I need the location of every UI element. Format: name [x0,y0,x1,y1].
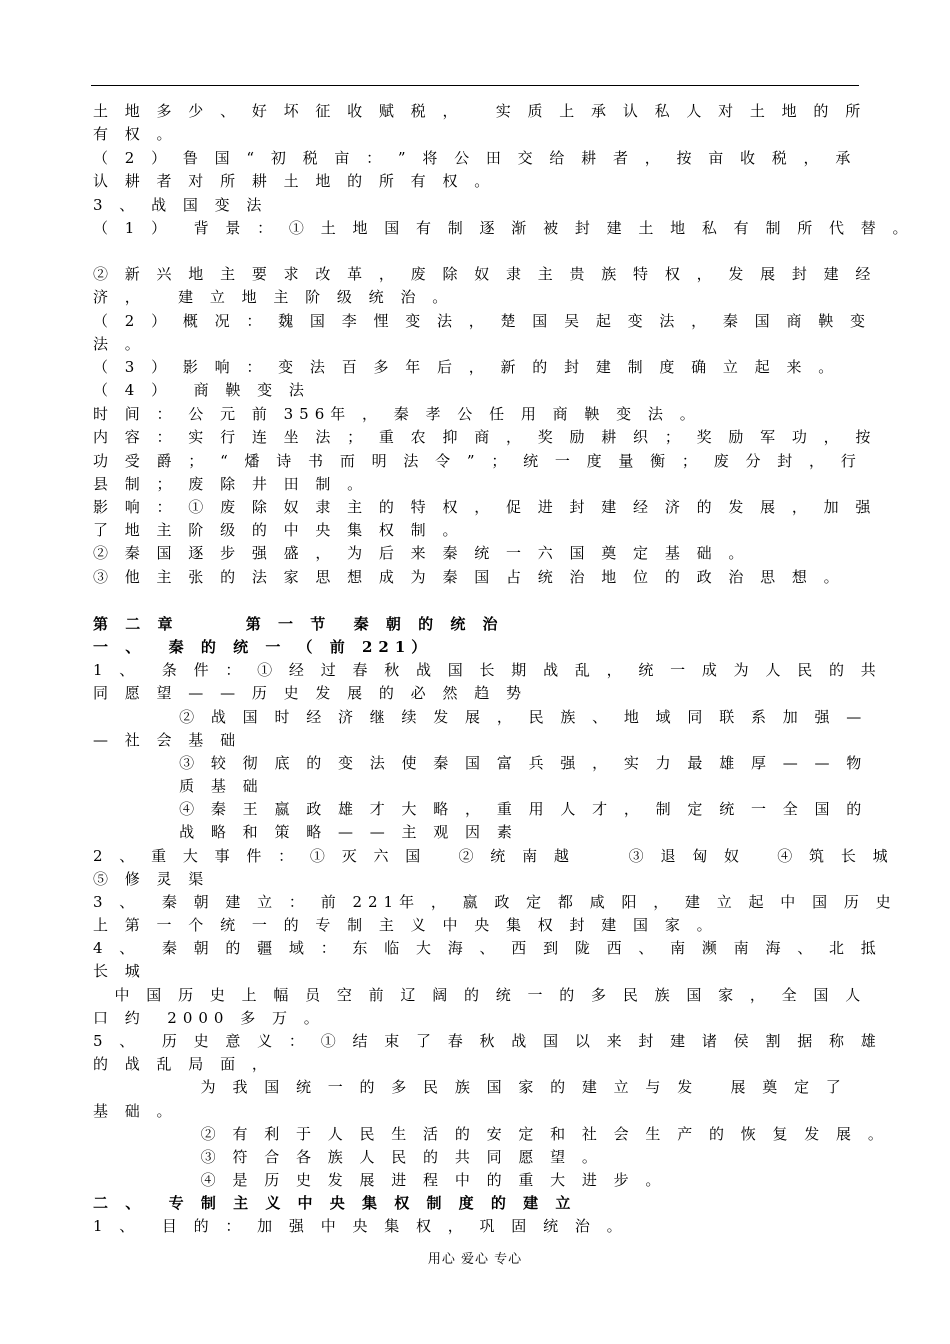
text-line: （ 2 ） 概 况 ： 魏 国 李 悝 变 法 ， 楚 国 吴 起 变 法 ， 秦 国 商 鞅 变 [93,312,871,330]
text-line: 中 国 历 史 上 幅 员 空 前 辽 阔 的 统 一 的 多 民 族 国 家 ， 全 国 人 [93,986,867,1004]
text-line: ② 秦 国 逐 步 强 盛 ， 为 后 来 秦 统 一 六 国 奠 定 基 础 。 [93,544,750,562]
text-line: 口 约 2000 多 万 。 [93,1009,325,1027]
text-line: ② 战 国 时 经 济 继 续 发 展 ， 民 族 、 地 域 同 联 系 加 强 — [93,708,868,726]
text-line: 时 间 ： 公 元 前 356年 ， 秦 孝 公 任 用 商 鞅 变 法 。 [93,405,701,423]
top-rule [91,85,859,86]
text-line: 影 响 ： ① 废 除 奴 隶 主 的 特 权 ， 促 进 封 建 经 济 的 发 展 ， 加 强 [93,498,877,516]
text-line: 土 地 多 少 、 好 坏 征 收 赋 税 ， 实 质 上 承 认 私 人 对 土 地 的 所 [93,102,867,120]
section-heading: 一 、 秦 的 统 一 （ 前 221） [93,638,433,656]
text-line: ③ 符 合 各 族 人 民 的 共 同 愿 望 。 [93,1148,603,1166]
text-line: — 社 会 基 础 [93,731,242,749]
text-line: （ 2 ） 鲁 国 “ 初 税 亩 ： ” 将 公 田 交 给 耕 者 ， 按 亩 收 税 ， 承 [93,149,857,167]
text-line: 上 第 一 个 统 一 的 专 制 主 义 中 央 集 权 封 建 国 家 。 [93,916,718,934]
text-line: （ 1 ） 背 景 ： ① 土 地 国 有 制 逐 渐 被 封 建 土 地 私 有 制 所 代 替 。 [93,219,914,237]
text-line: 功 受 爵 ； “ 燔 诗 书 而 明 法 令 ” ； 统 一 度 量 衡 ； 废 分 封 ， 行 [93,452,862,470]
text-line: 1 、 条 件 ： ① 经 过 春 秋 战 国 长 期 战 乱 ， 统 一 成 为 人 民 的 共 [93,661,882,679]
text-line: 了 地 主 阶 级 的 中 央 集 权 制 。 [93,521,464,539]
page-footer: 用心 爱心 专心 [427,1252,523,1267]
section-heading: 二 、 专 制 主 义 中 央 集 权 制 度 的 建 立 [93,1194,577,1212]
text-line: 同 愿 望 — — 历 史 发 展 的 必 然 趋 势 [93,684,527,702]
text-line: ⑤ 修 灵 渠 [93,870,210,888]
text-line: 质 基 础 [93,777,264,795]
text-line: 1 、 目 的 ： 加 强 中 央 集 权 ， 巩 固 统 治 。 [93,1217,628,1235]
text-line: 2 、 重 大 事 件 ： ① 灭 六 国 ② 统 南 越 ③ 退 匈 奴 ④ 筑 长 城 [93,847,894,865]
text-line: 县 制 ； 废 除 井 田 制 。 [93,475,369,493]
text-line: 有 权 。 [93,125,178,143]
text-line: 认 耕 者 对 所 耕 土 地 的 所 有 权 。 [93,172,496,190]
text-line: 5 、 历 史 意 义 ： ① 结 束 了 春 秋 战 国 以 来 封 建 诸 侯 割 据 称 雄 [93,1032,882,1050]
text-line: ② 有 利 于 人 民 生 活 的 安 定 和 社 会 生 产 的 恢 复 发 展 。 [93,1125,889,1143]
text-line: ③ 他 主 张 的 法 家 思 想 成 为 秦 国 占 统 治 地 位 的 政 治 思 想 。 [93,568,845,586]
text-line: 3 、 秦 朝 建 立 ： 前 221年 ， 嬴 政 定 都 咸 阳 ， 建 立 起 中 国 历 史 [93,893,897,911]
text-line: 为 我 国 统 一 的 多 民 族 国 家 的 建 立 与 发 展 奠 定 了 [93,1078,847,1096]
text-line: ④ 是 历 史 发 展 进 程 中 的 重 大 进 步 。 [93,1171,667,1189]
text-line: 3 、 战 国 变 法 [93,196,268,214]
text-line: 内 容 ： 实 行 连 坐 法 ； 重 农 抑 商 ， 奖 励 耕 织 ； 奖 励 军 功 ， 按 [93,428,877,446]
text-line: 的 战 乱 局 面 ， [93,1055,273,1073]
text-line: （ 3 ） 影 响 ： 变 法 百 多 年 后 ， 新 的 封 建 制 度 确 立 起 来 。 [93,358,840,376]
text-line: 济 ， 建 立 地 主 阶 级 统 治 。 [93,288,454,306]
text-line: 4 、 秦 朝 的 疆 域 ： 东 临 大 海 、 西 到 陇 西 、 南 濒 南 海 、 北 抵 [93,939,882,957]
text-line: 法 。 [93,335,146,353]
text-line: 基 础 。 [93,1102,178,1120]
text-line: ② 新 兴 地 主 要 求 改 革 ， 废 除 奴 隶 主 贵 族 特 权 ， 发 展 封 建 经 [93,265,877,283]
text-line: 战 略 和 策 略 — — 主 观 因 素 [93,823,518,841]
text-line: ④ 秦 王 嬴 政 雄 才 大 略 ， 重 用 人 才 ， 制 定 统 一 全 国 的 [93,800,868,818]
text-line: （ 4 ） 商 鞅 变 法 [93,381,310,399]
text-line: 长 城 [93,962,146,980]
chapter-heading: 第 二 章 第 一 节 秦 朝 的 统 治 [93,615,504,633]
text-line: ③ 较 彻 底 的 变 法 使 秦 国 富 兵 强 ， 实 力 最 雄 厚 — — 物 [93,754,868,772]
